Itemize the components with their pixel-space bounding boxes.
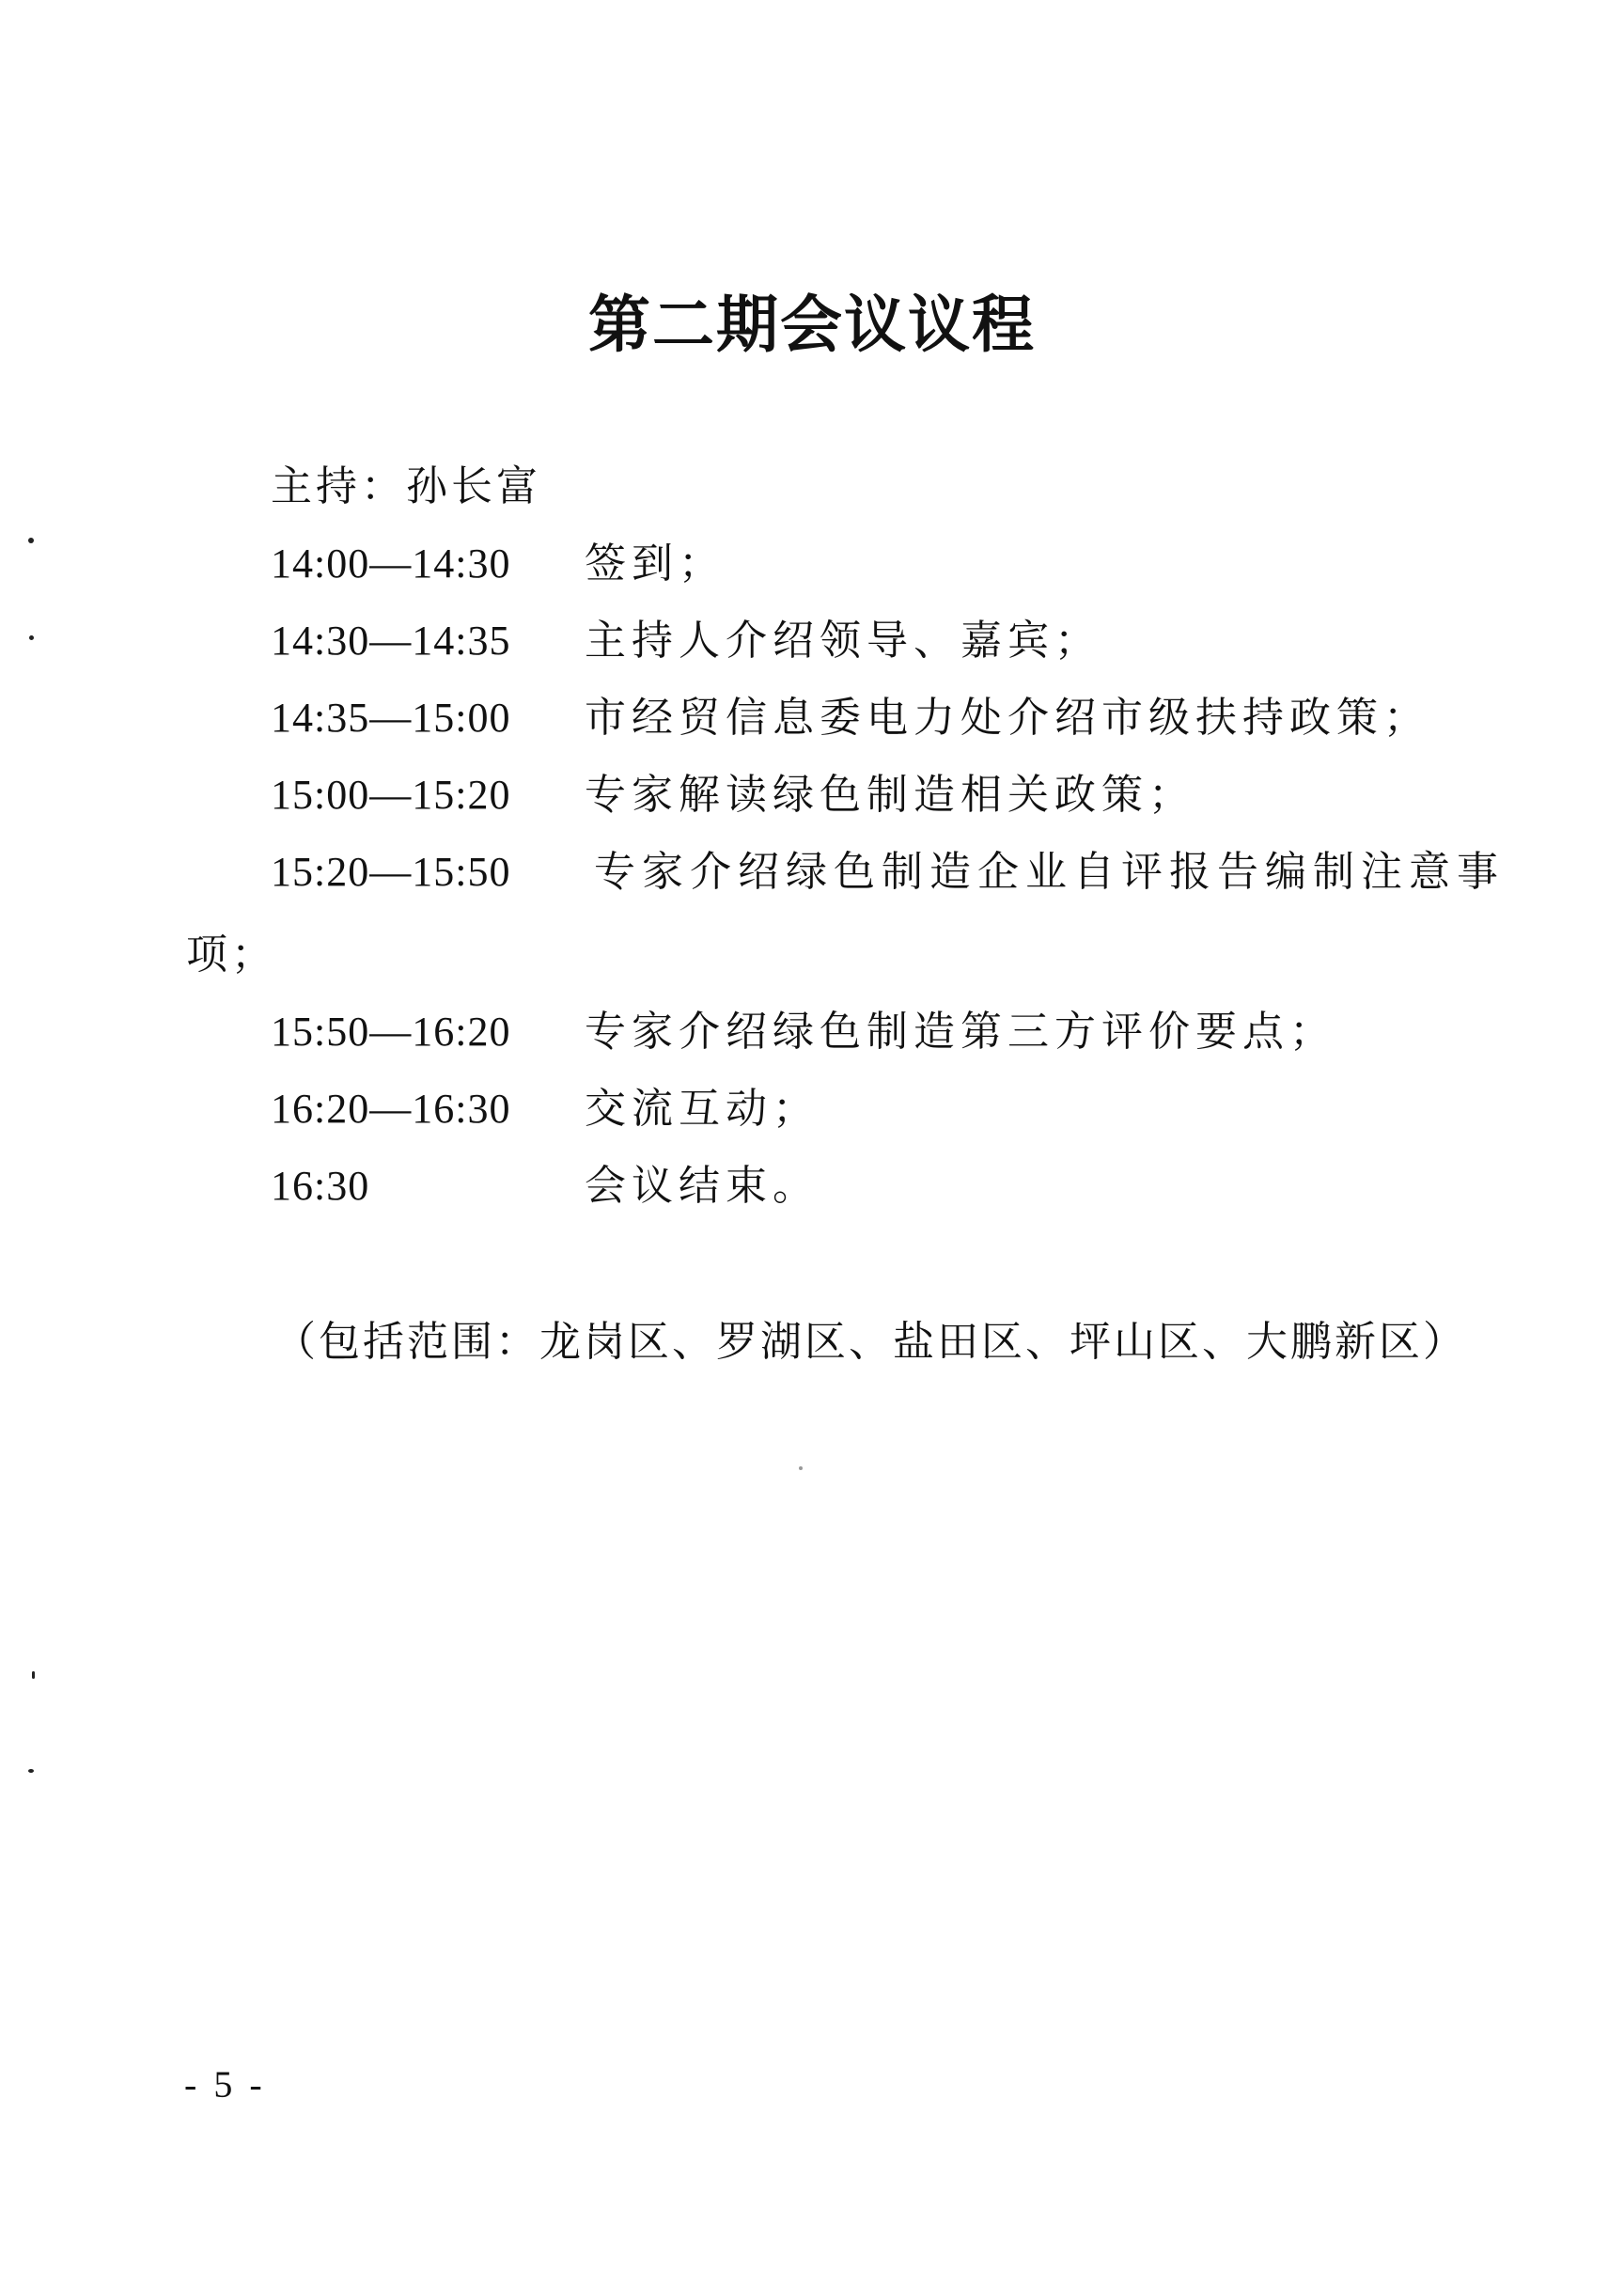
agenda-time: 14:00—14:30	[271, 540, 511, 587]
agenda-time: 14:30—14:35	[271, 618, 511, 664]
agenda-row	[0, 1004, 1624, 1060]
scope-note: （包括范围：龙岗区、罗湖区、盐田区、坪山区、大鹏新区）	[274, 1318, 1467, 1366]
scan-speck	[29, 635, 34, 640]
page-title: 第二期会议议程	[588, 289, 1036, 361]
agenda-row	[0, 844, 1624, 900]
agenda-row	[0, 690, 1624, 746]
agenda-item: 会议结束。	[585, 1162, 820, 1210]
agenda-row	[0, 536, 1624, 592]
agenda-item: 专家介绍绿色制造第三方评价要点；	[585, 1008, 1336, 1056]
scan-speck	[799, 1466, 803, 1470]
agenda-row	[0, 767, 1624, 823]
agenda-item: 专家介绍绿色制造企业自评报告编制注意事	[594, 848, 1505, 896]
scan-speck	[32, 1671, 35, 1679]
agenda-item-continuation: 项；	[186, 931, 276, 979]
agenda-item: 市经贸信息委电力处介绍市级扶持政策；	[585, 694, 1430, 742]
agenda-time: 15:20—15:50	[271, 849, 511, 895]
agenda-row	[0, 613, 1624, 669]
host-line: 主持：孙长富	[271, 462, 541, 510]
agenda-row	[0, 1158, 1624, 1214]
agenda-time: 15:00—15:20	[271, 772, 511, 818]
agenda-item: 专家解读绿色制造相关政策；	[585, 771, 1195, 819]
page-number: - 5 -	[184, 2063, 266, 2106]
agenda-time: 14:35—15:00	[271, 695, 511, 741]
agenda-time: 16:30	[271, 1163, 370, 1209]
agenda-row	[0, 1081, 1624, 1137]
scan-speck	[28, 1769, 34, 1773]
agenda-item: 主持人介绍领导、嘉宾；	[585, 617, 1101, 665]
agenda-time: 16:20—16:30	[271, 1086, 511, 1132]
agenda-time: 15:50—16:20	[271, 1009, 511, 1055]
agenda-item: 交流互动；	[585, 1085, 820, 1133]
scan-speck	[28, 538, 34, 543]
agenda-item: 签到；	[585, 540, 726, 587]
